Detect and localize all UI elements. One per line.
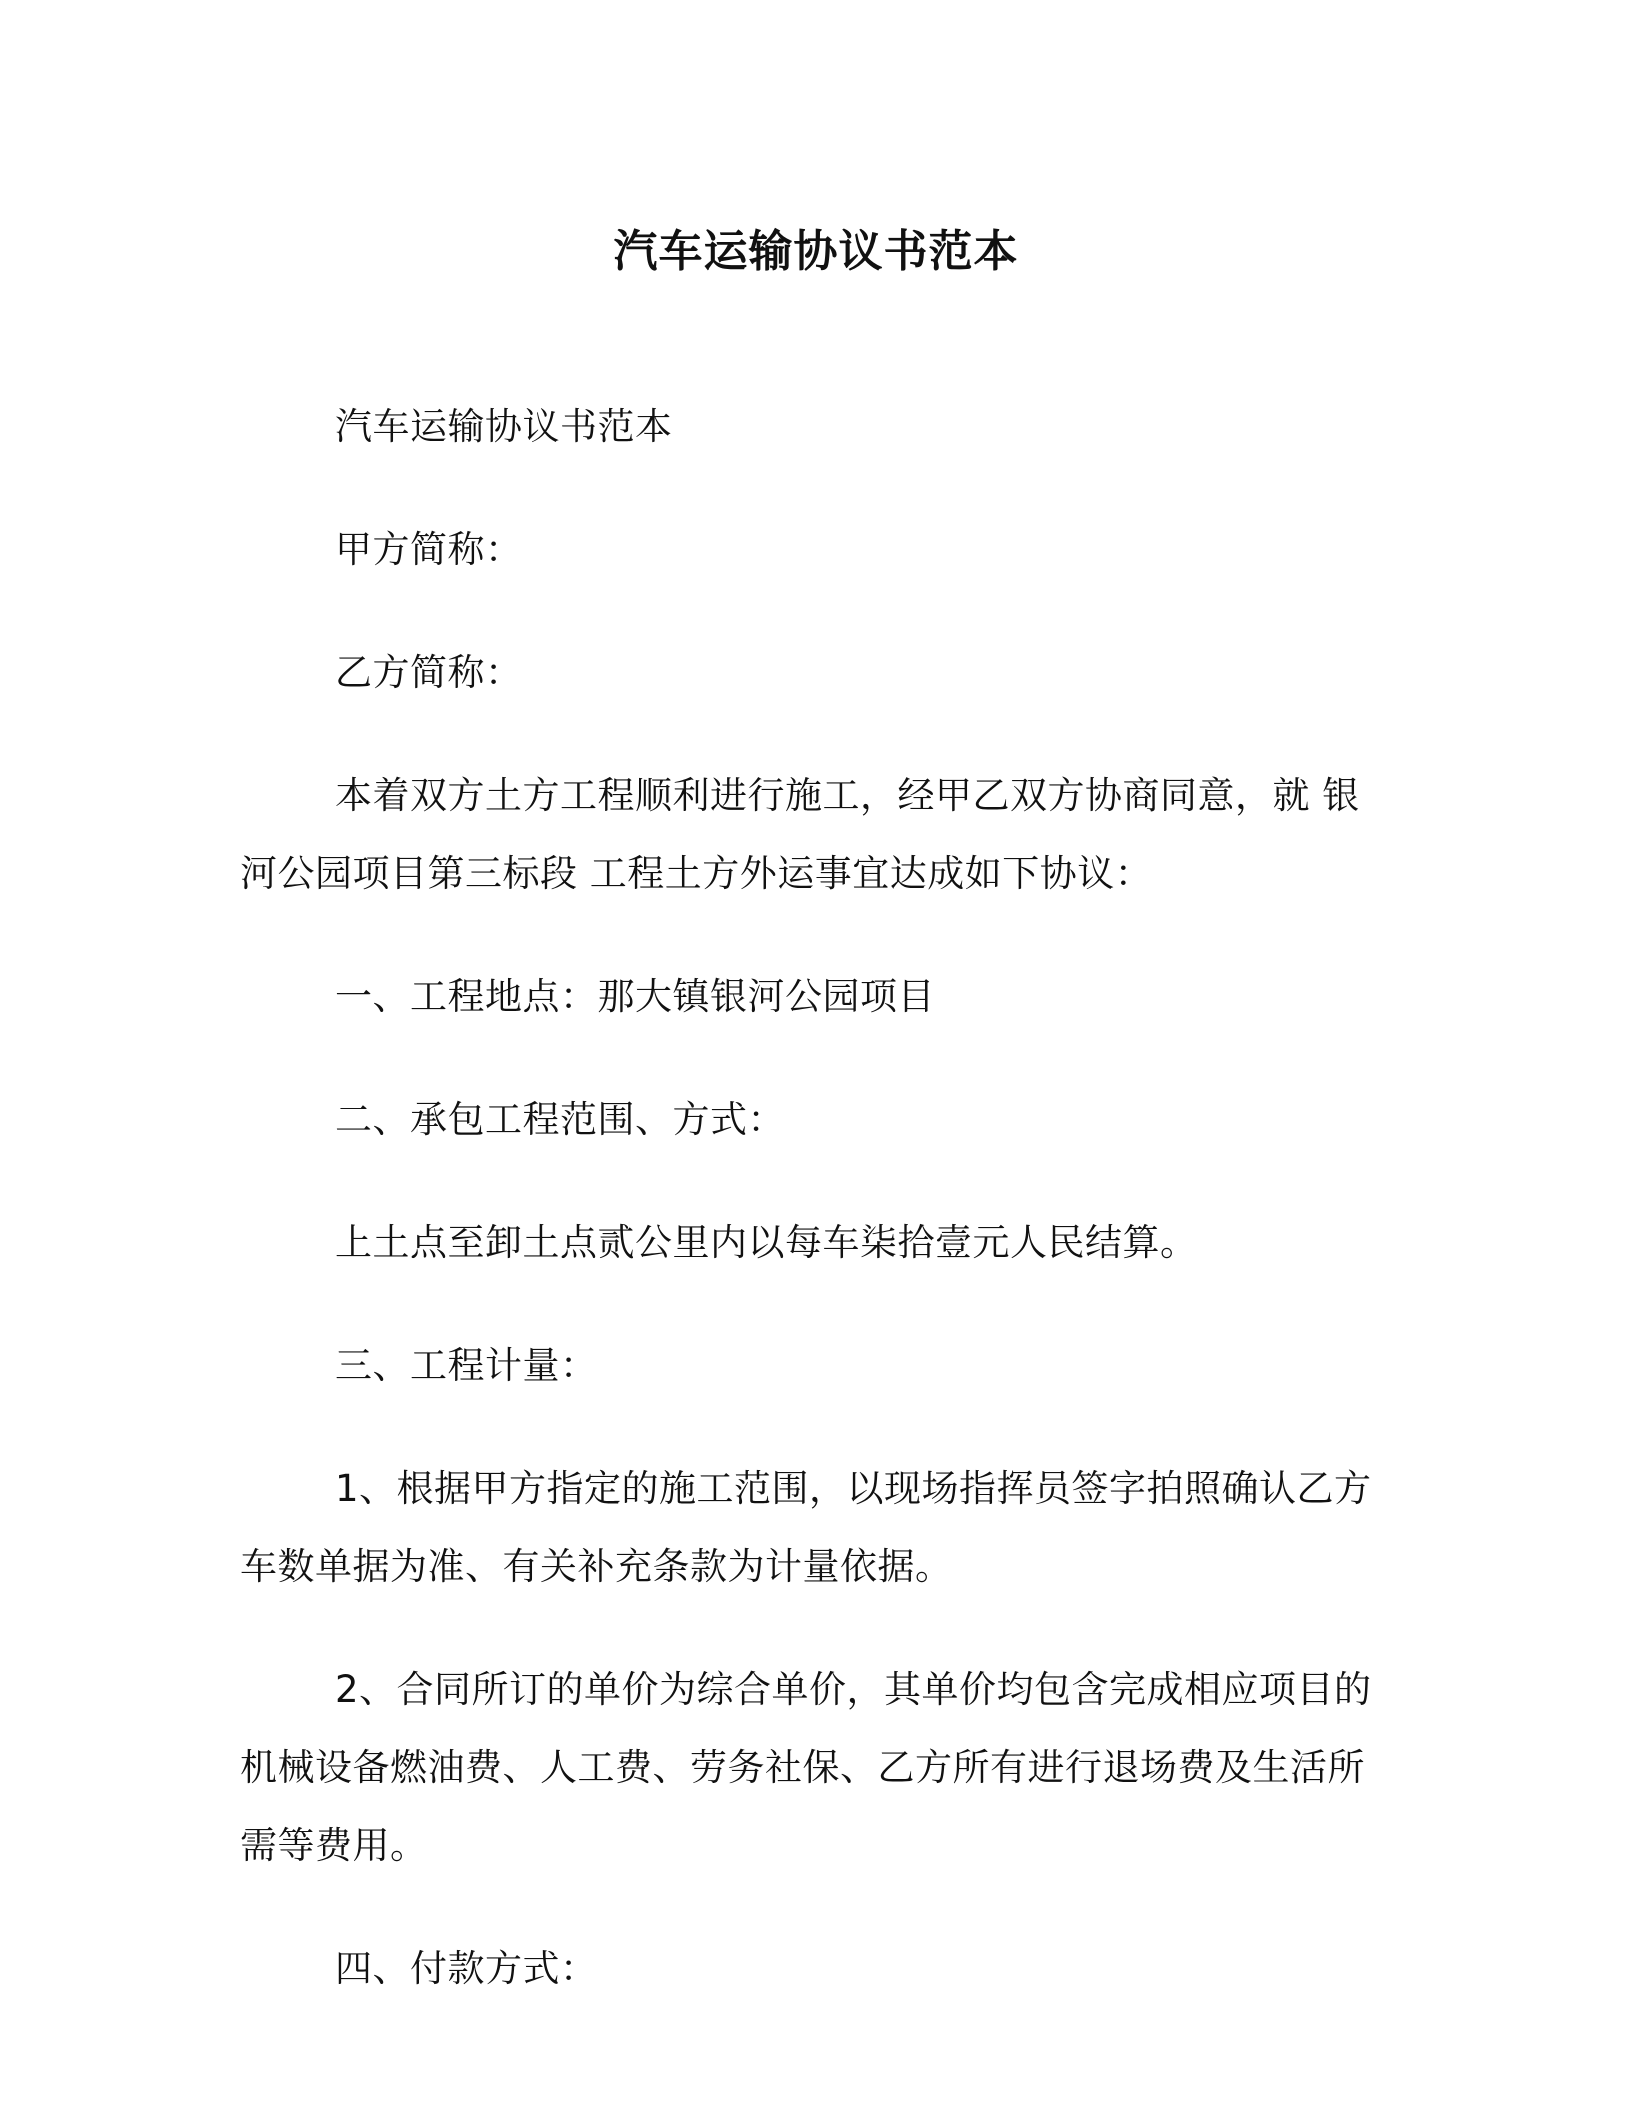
paragraph-section-3-item-1: 1、根据甲方指定的施工范围，以现场指挥员签字拍照确认乙方车数单据为准、有关补充条款为计量依据。 (240, 1467, 1372, 1588)
paragraph-section-1: 一、工程地点：那大镇银河公园项目 (335, 975, 935, 1018)
document-body (240, 388, 1390, 2053)
paragraph-subtitle: 汽车运输协议书范本 (335, 405, 673, 448)
paragraph-section-4: 四、付款方式： (335, 1947, 598, 1990)
paragraph-section-3: 三、工程计量： (335, 1344, 598, 1387)
paragraph-section-2: 二、承包工程范围、方式： (335, 1098, 785, 1141)
paragraph-section-3-item-2: 2、合同所订的单价为综合单价，其单价均包含完成相应项目的机械设备燃油费、人工费、劳务社保、乙方所有进行退场费及生活所需等费用。 (240, 1668, 1372, 1867)
paragraph-party-b: 乙方简称： (335, 651, 523, 694)
document-title: 汽车运输协议书范本 (613, 226, 1019, 277)
paragraph-preamble: 本着双方土方工程顺利进行施工，经甲乙双方协商同意，就 银河公园项目第三标段 工程土方外运事宜达成如下协议： (240, 774, 1360, 895)
paragraph-party-a: 甲方简称： (335, 528, 523, 571)
paragraph-section-2-detail: 上土点至卸土点贰公里内以每车柒拾壹元人民结算。 (335, 1221, 1198, 1264)
